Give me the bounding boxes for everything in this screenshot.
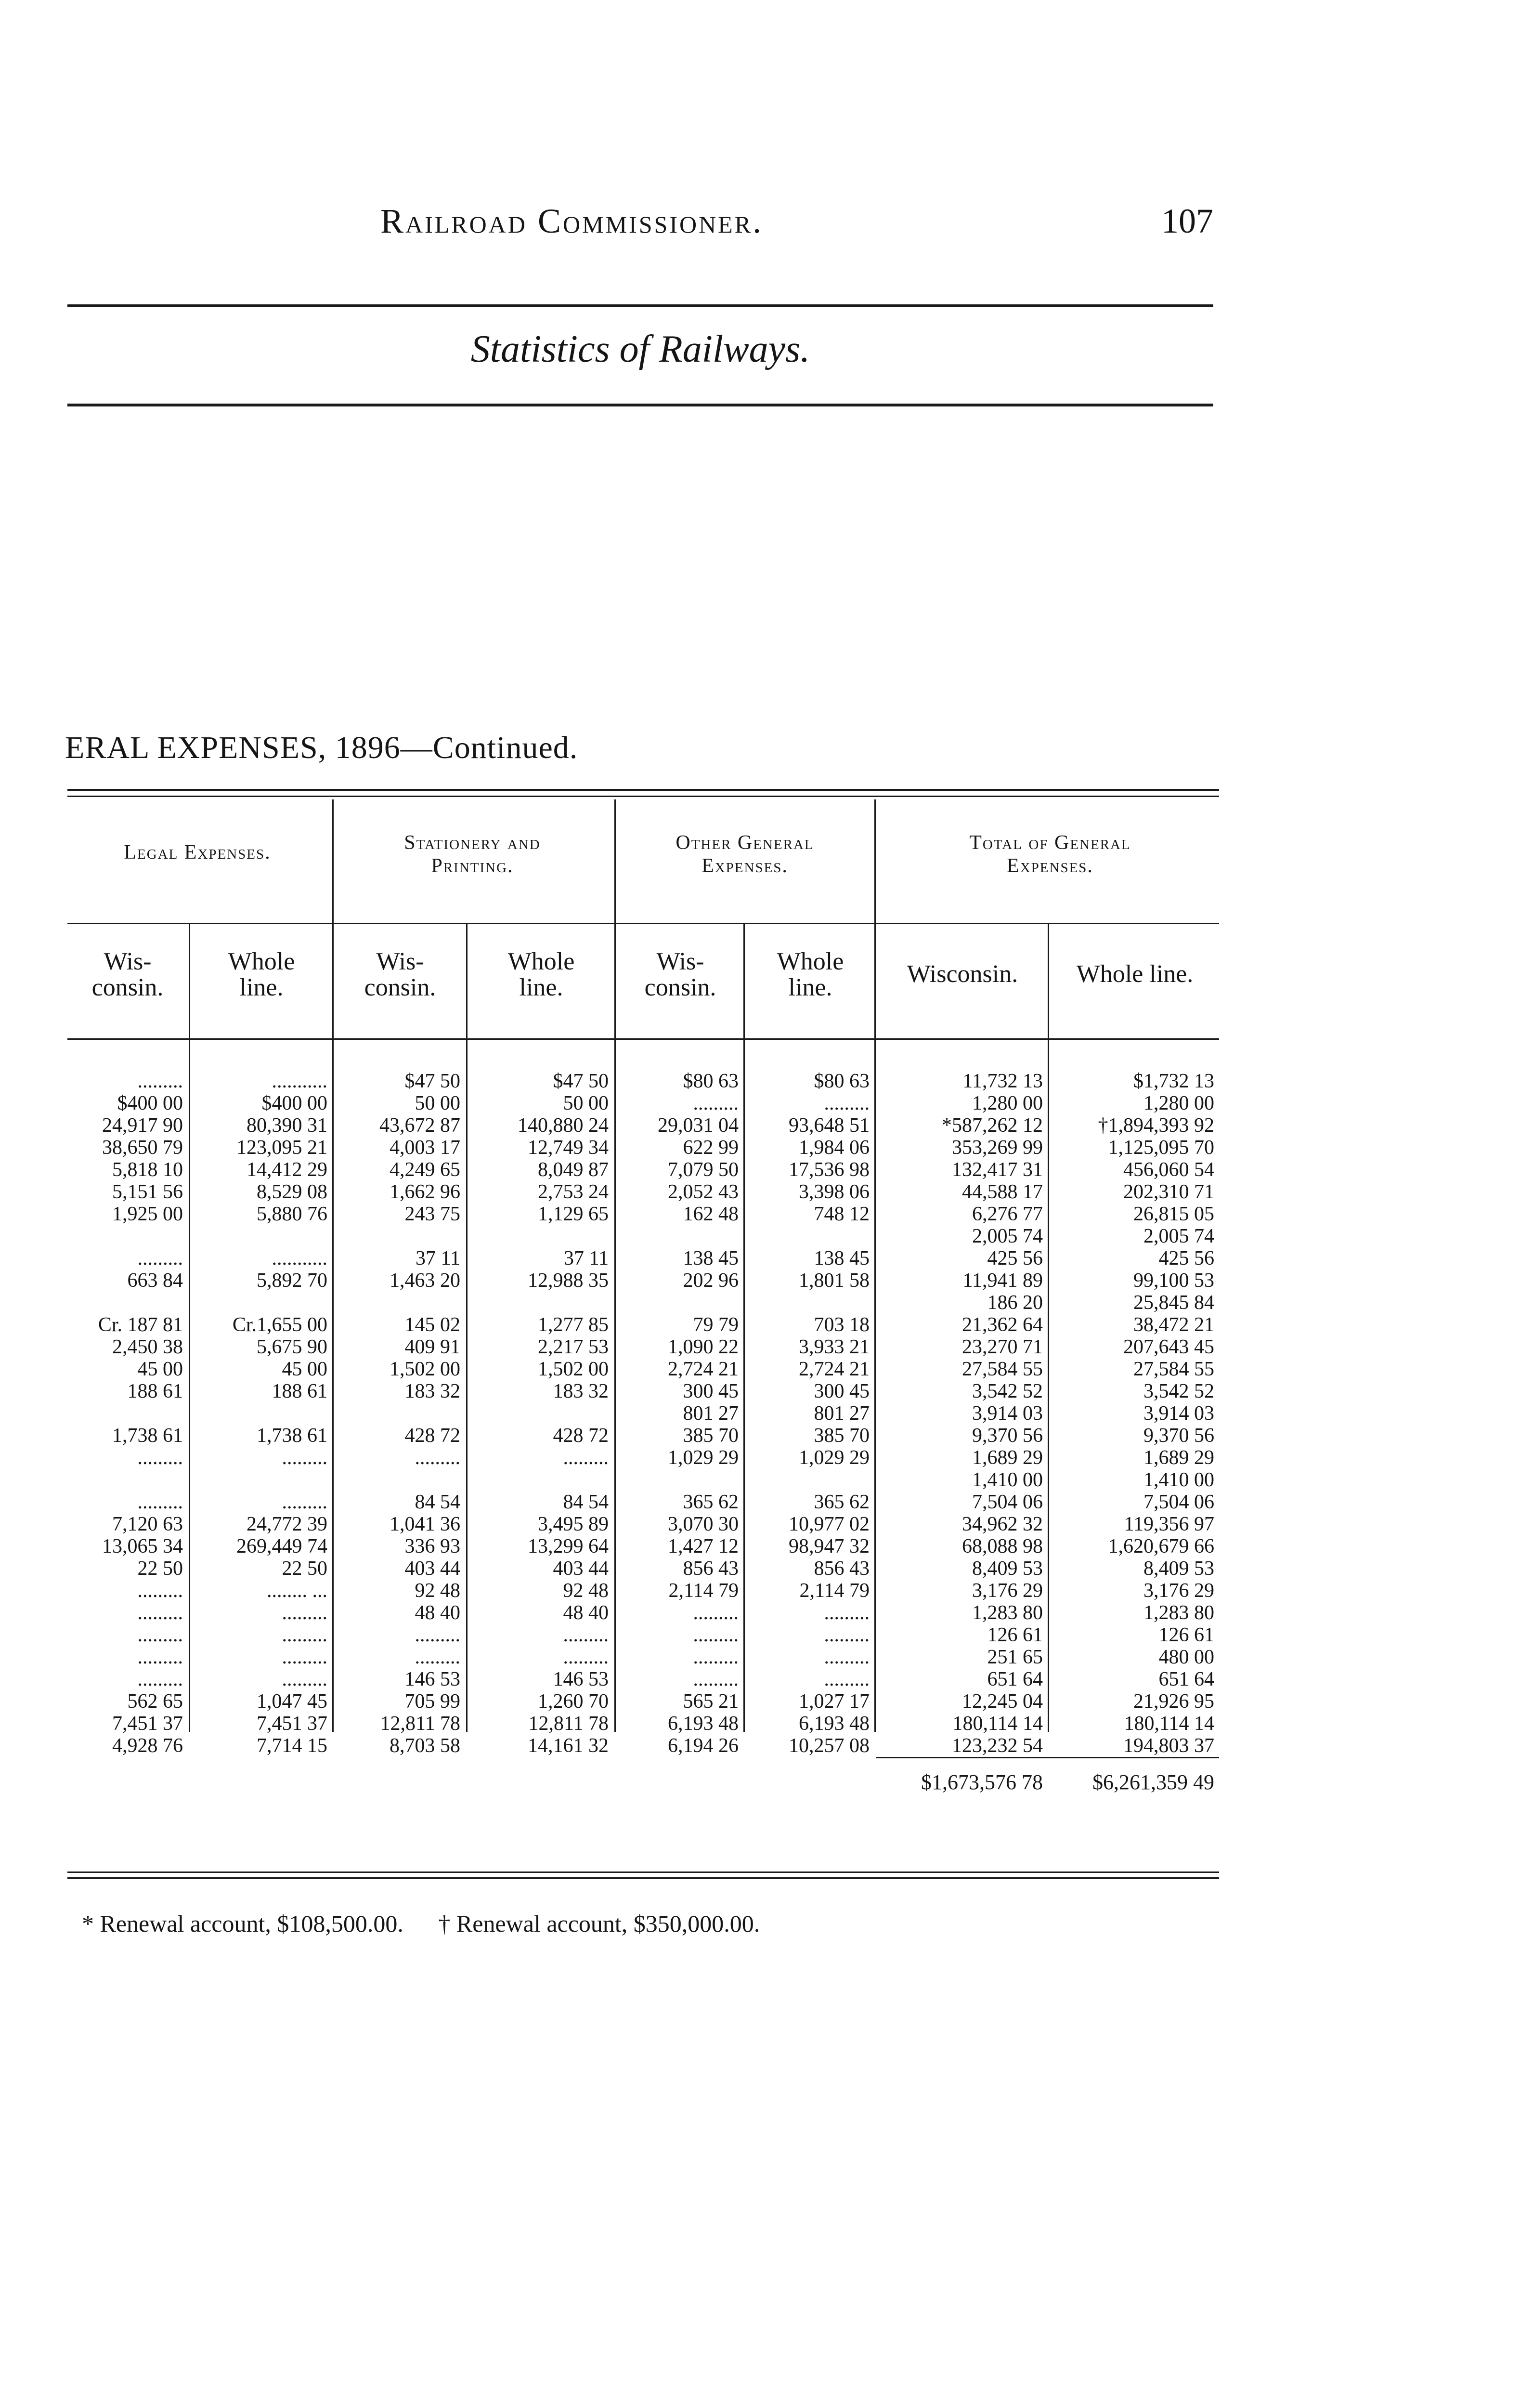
subheader-other-wisconsin: Wis- consin. (644, 948, 716, 1001)
header-rule-bottom (67, 404, 1213, 406)
table-rule-bottom (67, 1877, 1219, 1879)
col-line-2 (332, 799, 334, 1732)
group-rule (67, 923, 1219, 924)
header-rule-top (67, 304, 1213, 307)
footnotes (82, 1910, 789, 1937)
total-whole-line: $6,261,359 49 (1092, 1770, 1214, 1794)
total-wisconsin: $1,673,576 78 (921, 1770, 1043, 1794)
subheader-stationery-wisconsin: Wis- consin. (364, 948, 436, 1001)
column-legal-wisconsin: ......... $400 00 24,917 90 38,650 79 5,818 10 5,151 56 1,925 00 ......... 663 84 Cr. 187 81 2,450 38 45 00 188 61 1,738 61 ......... ......... 7,120 63 13,065 34 22 50 ......... ......... ......... ......... ......... 562 65 7,451 37 4,928 76 (98, 1070, 183, 1757)
subheader-total-wisconsin: Wisconsin. (907, 960, 1018, 988)
expenses-table (67, 789, 1219, 1878)
col-line-5 (743, 923, 745, 1732)
col-line-7 (1048, 923, 1049, 1732)
table-rule-top (67, 789, 1219, 791)
subheader-legal-wisconsin: Wis- consin. (91, 948, 164, 1001)
table-title: ERAL EXPENSES, 1896—Continued. (65, 730, 578, 765)
column-other-whole: $80 63 ......... 93,648 51 1,984 06 17,536 98 3,398 06 748 12 138 45 1,801 58 703 18 3,933 21 2,724 21 300 45 801 27 385 70 1,029 29 365 62 10,977 02 98,947 32 856 43 2,114 79 ......... ......... ......... ......... 1,027 17 6,193 48 10,257 08 (789, 1070, 870, 1757)
footnote-renewal-whole-line: † Renewal account, $350,000.00. (438, 1910, 760, 1937)
subheader-stationery-whole: Whole line. (507, 948, 575, 1001)
subheader-other-whole: Whole line. (777, 948, 844, 1001)
col-line-4 (614, 799, 616, 1732)
table-rule-bottom-inner (67, 1871, 1219, 1873)
col-line-1 (189, 923, 190, 1732)
column-stationery-whole: $47 50 50 00 140,880 24 12,749 34 8,049 87 2,753 24 1,129 65 37 11 12,988 35 1,277 85 2,217 53 1,502 00 183 32 428 72 ......... 84 54 3,495 89 13,299 64 403 44 92 48 48 40 ......... ......... 146 53 1,260 70 12,811 78 14,161 32 (518, 1070, 609, 1757)
subheader-legal-whole: Whole line. (228, 948, 295, 1001)
page-number: 107 (1161, 202, 1213, 240)
subheader-rule (67, 1038, 1219, 1040)
col-line-3 (466, 923, 468, 1732)
group-header-stationery: Stationery and Printing. (404, 832, 541, 877)
running-head (67, 201, 1213, 245)
column-total-whole: $1,732 13 1,280 00 †1,894,393 92 1,125,095 70 456,060 54 202,310 71 26,815 05 2,005 74 425 56 99,100 53 25,845 84 38,472 21 207,643 45 27,584 55 3,542 52 3,914 03 9,370 56 1,689 29 1,410 00 7,504 06 119,356 97 1,620,679 66 8,409 53 3,176 29 1,283 80 126 61 480 00 651 64 21,926 95 180,114 14 194,803 37 (1098, 1070, 1214, 1757)
table-rule-top-inner (67, 796, 1219, 797)
running-title: Railroad Commissioner. (380, 202, 764, 240)
column-legal-whole: ........... $400 00 80,390 31 123,095 21 14,412 29 8,529 08 5,880 76 ........... 5,892 70 Cr.1,655 00 5,675 90 45 00 188 61 1,738 61 ......... ......... 24,772 39 269,449 74 22 50 ........ ... ......... ......... ......... ......... 1,047 45 7,451 37 7,714 15 (232, 1070, 327, 1757)
column-other-wisconsin: $80 63 ......... 29,031 04 622 99 7,079 50 2,052 43 162 48 138 45 202 96 79 79 1,090 22 2,724 21 300 45 801 27 385 70 1,029 29 365 62 3,070 30 1,427 12 856 43 2,114 79 ......... ......... ......... ......... 565 21 6,193 48 6,194 26 (658, 1070, 739, 1757)
column-total-wisconsin: 11,732 13 1,280 00 *587,262 12 353,269 99 132,417 31 44,588 17 6,276 77 2,005 74 425 56 11,941 89 186 20 21,362 64 23,270 71 27,584 55 3,542 52 3,914 03 9,370 56 1,689 29 1,410 00 7,504 06 34,962 32 68,088 98 8,409 53 3,176 29 1,283 80 126 61 251 65 651 64 12,245 04 180,114 14 123,232 54 (942, 1070, 1043, 1757)
column-stationery-wisconsin: $47 50 50 00 43,672 87 4,003 17 4,249 65 1,662 96 243 75 37 11 1,463 20 145 02 409 91 1,502 00 183 32 428 72 ......... 84 54 1,041 36 336 93 403 44 92 48 48 40 ......... ......... 146 53 705 99 12,811 78 8,703 58 (379, 1070, 460, 1757)
group-header-legal: Legal Expenses. (124, 841, 271, 864)
col-line-6 (874, 799, 876, 1732)
page-subtitle: Statistics of Railways. (470, 328, 810, 370)
group-header-total: Total of General Expenses. (969, 832, 1131, 877)
group-header-other: Other General Expenses. (676, 832, 814, 877)
footnote-renewal-wisconsin: * Renewal account, $108,500.00. (82, 1910, 403, 1937)
totals-rule (876, 1757, 1219, 1758)
subheader-total-whole: Whole line. (1076, 960, 1194, 988)
